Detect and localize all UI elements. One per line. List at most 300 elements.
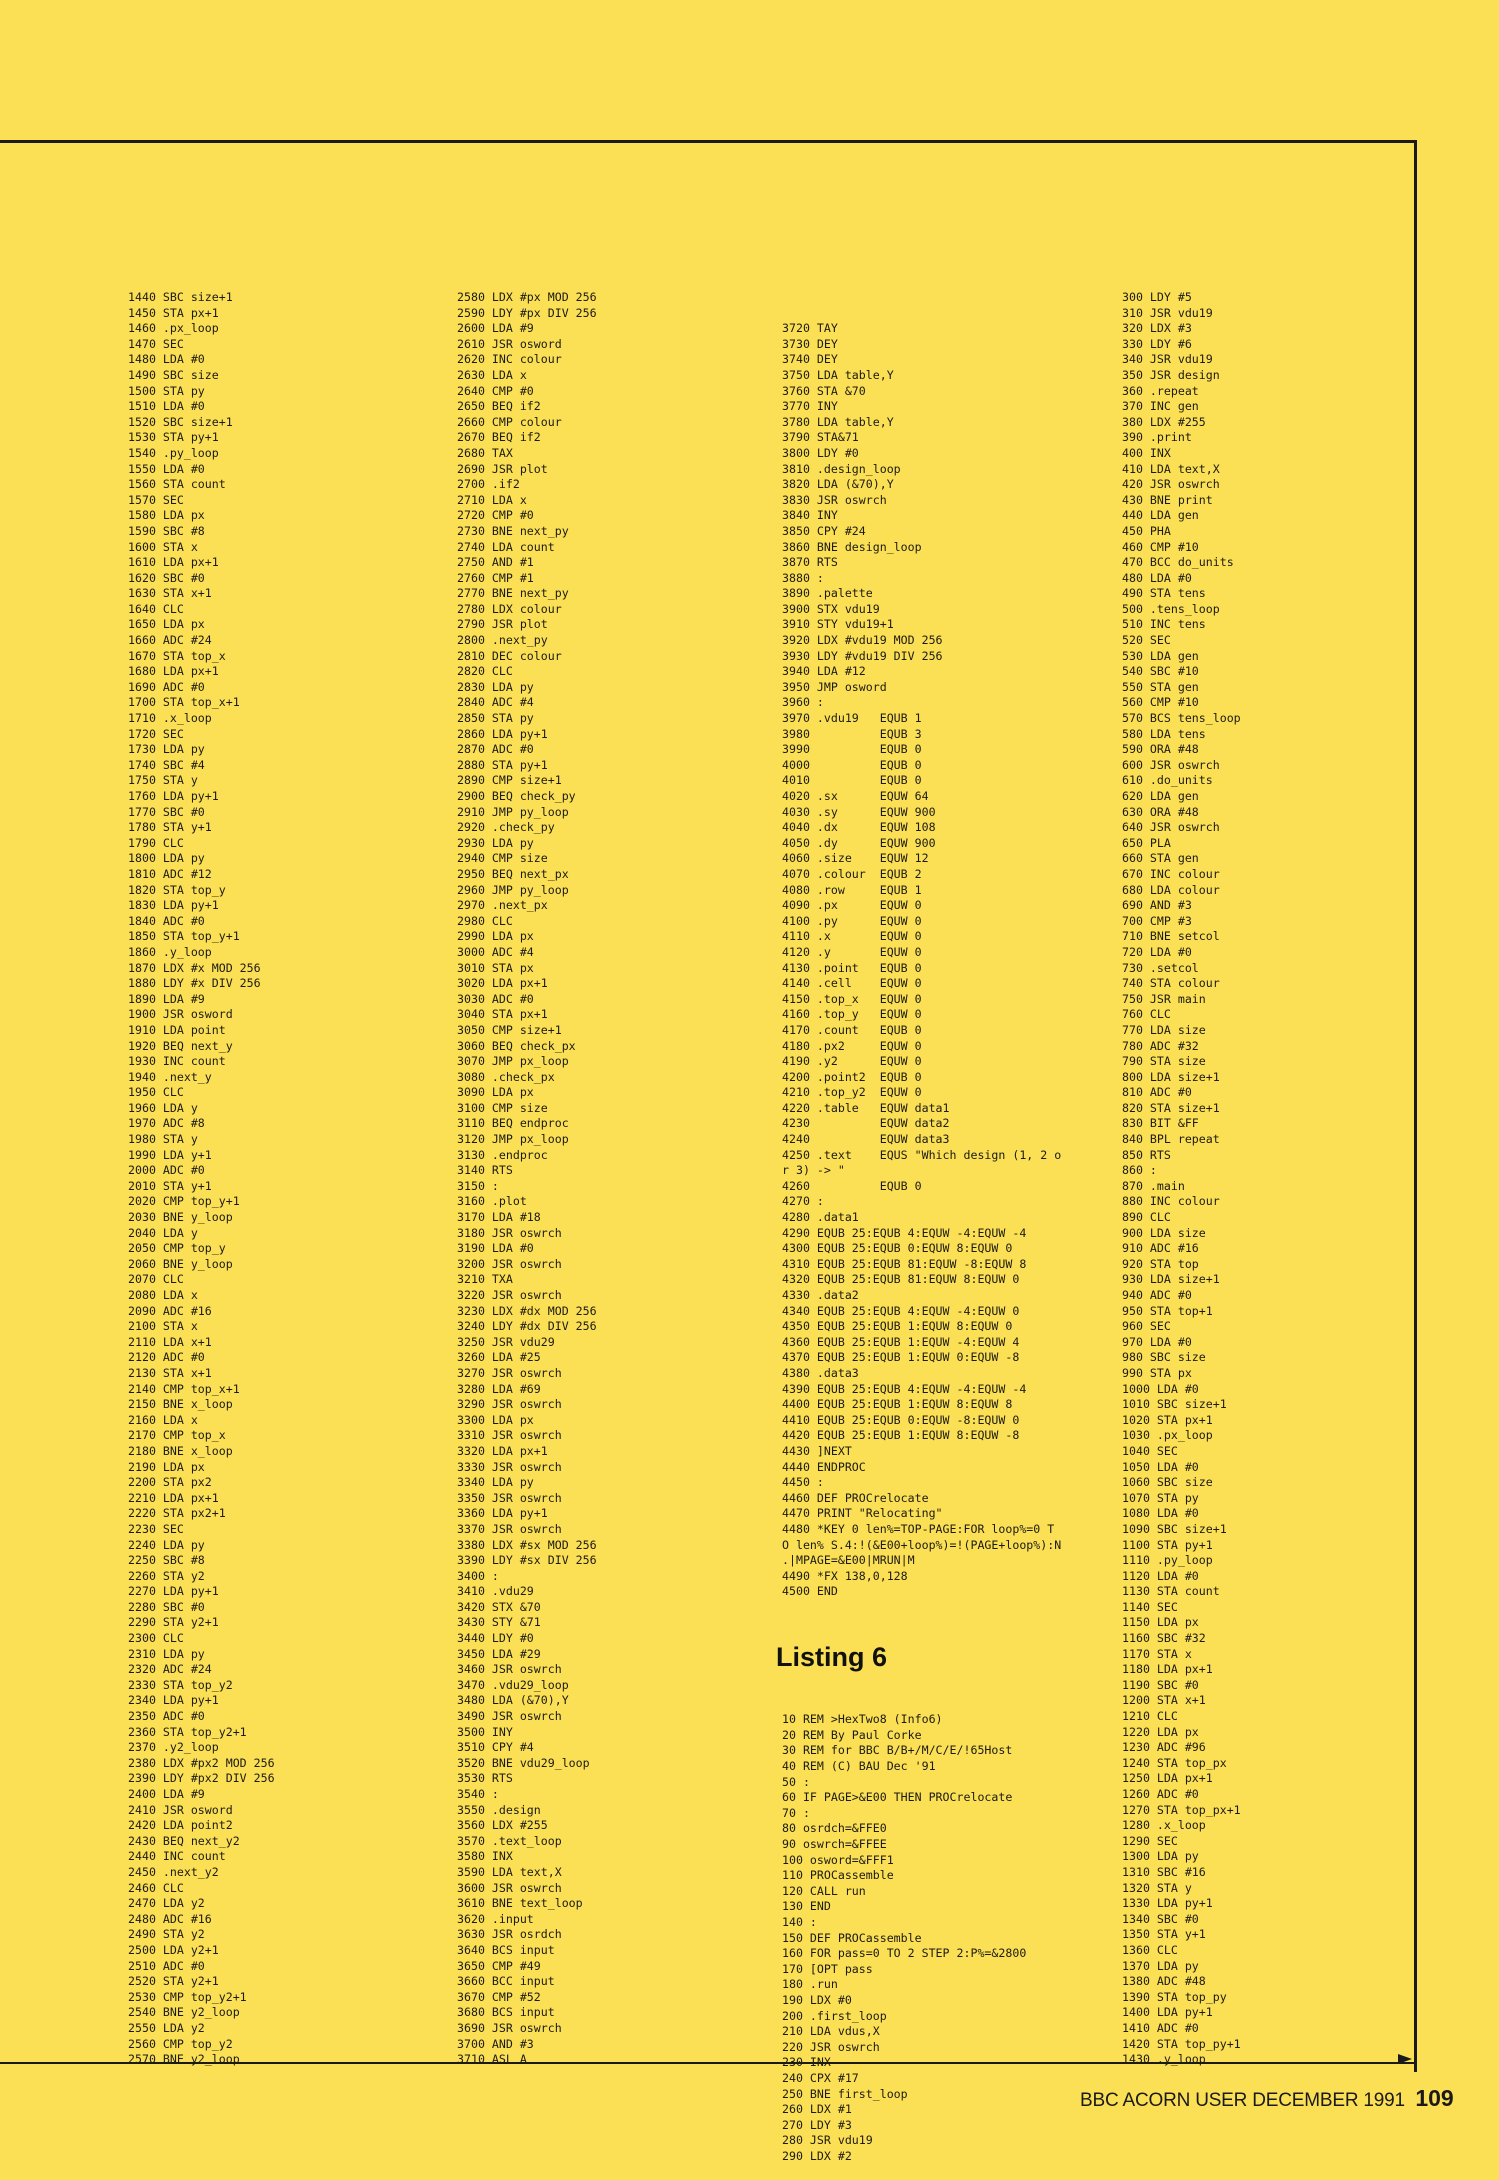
code-line: 520 SEC [1122, 633, 1171, 648]
code-line: 960 SEC [1122, 1319, 1171, 1334]
code-line: 2070 CLC [128, 1272, 184, 1287]
code-line: 3520 BNE vdu29_loop [457, 1755, 590, 1770]
code-line: 1240 STA top_px [1122, 1755, 1227, 1770]
code-line: 3540 : [457, 1787, 499, 1801]
code-line: 3320 LDA px+1 [457, 1443, 548, 1458]
code-column-3-top [782, 321, 1082, 1600]
code-line: 1770 SBC #0 [128, 804, 205, 819]
code-line: 2460 CLC [128, 1880, 184, 1895]
code-line: 170 [OPT pass [782, 1961, 873, 1976]
code-line: 2180 BNE x_loop [128, 1443, 233, 1458]
code-line: 3670 CMP #52 [457, 1989, 541, 2004]
code-line: 3990 EQUB 0 [782, 742, 922, 757]
code-line: 4060 .size EQUW 12 [782, 851, 929, 866]
code-line: 3190 LDA #0 [457, 1241, 534, 1256]
code-line: 360 .repeat [1122, 383, 1199, 398]
code-line: 1090 SBC size+1 [1122, 1521, 1227, 1536]
code-line: 1750 STA y [128, 773, 198, 788]
code-line: 3170 LDA #18 [457, 1210, 541, 1225]
code-line: 3430 STY &71 [457, 1615, 541, 1630]
code-line: 440 LDA gen [1122, 508, 1199, 523]
code-line: 800 LDA size+1 [1122, 1069, 1220, 1084]
code-line: 370 INC gen [1122, 399, 1199, 414]
code-line: 2920 .check_py [457, 820, 555, 835]
code-line: 4070 .colour EQUB 2 [782, 866, 922, 881]
code-line: 4500 END [782, 1584, 838, 1599]
code-line: 4050 .dy EQUW 900 [782, 835, 936, 850]
code-line: 400 INX [1122, 445, 1171, 460]
code-line: 10 REM >HexTwo8 (Info6) [782, 1712, 943, 1727]
code-line: 2690 JSR plot [457, 461, 548, 476]
code-line: 120 CALL run [782, 1883, 866, 1898]
code-line: 2590 LDY #px DIV 256 [457, 305, 597, 320]
code-line: 2530 CMP top_y2+1 [128, 1989, 247, 2004]
code-line: 1580 LDA px [128, 508, 205, 523]
code-line: 4150 .top_x EQUW 0 [782, 991, 922, 1006]
code-line: 1110 .py_loop [1122, 1553, 1213, 1568]
code-line: 1190 SBC #0 [1122, 1677, 1199, 1692]
code-line: 1960 LDA y [128, 1100, 198, 1115]
code-line: 3730 DEY [782, 336, 838, 351]
code-line: 680 LDA colour [1122, 882, 1220, 897]
code-line: 1640 CLC [128, 601, 184, 616]
code-line: 2110 LDA x+1 [128, 1334, 212, 1349]
code-line: 3860 BNE design_loop [782, 539, 922, 554]
code-line: 290 LDX #2 [782, 2148, 852, 2163]
code-line: 1480 LDA #0 [128, 352, 205, 367]
code-line: 1000 LDA #0 [1122, 1381, 1199, 1396]
code-line: 3340 LDA py [457, 1475, 534, 1490]
code-line: 2720 CMP #0 [457, 508, 534, 523]
code-line: 4350 EQUB 25:EQUB 1:EQUW 8:EQUW 0 [782, 1319, 1013, 1334]
code-line: 2670 BEQ if2 [457, 430, 541, 445]
code-line: 2850 STA py [457, 711, 534, 726]
code-line: 2740 LDA count [457, 539, 555, 554]
code-line: 2550 LDA y2 [128, 2020, 205, 2035]
code-line: 4260 EQUB 0 [782, 1178, 922, 1193]
code-line: 3070 JMP px_loop [457, 1054, 569, 1069]
code-line: 1350 STA y+1 [1122, 1927, 1206, 1942]
code-line: 3690 JSR oswrch [457, 2020, 562, 2035]
code-line: 2790 JSR plot [457, 617, 548, 632]
code-line: 2380 LDX #px2 MOD 256 [128, 1755, 275, 1770]
code-line: 3610 BNE text_loop [457, 1896, 583, 1911]
code-line: 3790 STA&71 [782, 430, 859, 445]
code-line: 630 ORA #48 [1122, 804, 1199, 819]
code-line: 3240 LDY #dx DIV 256 [457, 1319, 597, 1334]
code-line: 1840 ADC #0 [128, 913, 205, 928]
code-line: 4200 .point2 EQUB 0 [782, 1069, 922, 1084]
code-line: 3220 JSR oswrch [457, 1288, 562, 1302]
code-line: 1730 LDA py [128, 742, 205, 757]
code-line: 270 LDY #3 [782, 2117, 852, 2132]
code-line: 1220 LDA px [1122, 1724, 1199, 1739]
code-line: 1810 ADC #12 [128, 866, 212, 881]
code-line: 1950 CLC [128, 1085, 184, 1100]
code-line: 310 JSR vdu19 [1122, 305, 1213, 320]
code-line: 3660 BCC input [457, 1974, 555, 1989]
code-line: 3870 RTS [782, 555, 838, 570]
code-line: 610 .do_units [1122, 773, 1213, 788]
code-line: 1990 LDA y+1 [128, 1147, 212, 1162]
code-line: 1370 LDA py [1122, 1958, 1199, 1973]
code-line: 2910 JMP py_loop [457, 804, 569, 819]
code-line: 3580 INX [457, 1849, 513, 1864]
code-line: 620 LDA gen [1122, 789, 1199, 803]
code-line: 350 JSR design [1122, 367, 1220, 382]
code-line: 3370 JSR oswrch [457, 1521, 562, 1536]
code-line: 4130 .point EQUB 0 [782, 960, 922, 975]
code-line: 3930 LDY #vdu19 DIV 256 [782, 648, 943, 663]
code-line: 3760 STA &70 [782, 383, 866, 398]
code-line: 160 FOR pass=0 TO 2 STEP 2:P%=&2800 [782, 1946, 1027, 1961]
code-line: 150 DEF PROCassemble [782, 1930, 922, 1945]
code-line: 2950 BEQ next_px [457, 866, 569, 881]
code-line: 2510 ADC #0 [128, 1958, 205, 1973]
code-line: 390 .print [1122, 430, 1192, 445]
code-line: 4100 .py EQUW 0 [782, 913, 922, 928]
code-line: 2200 STA px2 [128, 1475, 212, 1490]
code-line: 2420 LDA point2 [128, 1818, 233, 1833]
code-line: 3470 .vdu29_loop [457, 1677, 569, 1692]
code-line: 3280 LDA #69 [457, 1381, 541, 1396]
code-line: 690 AND #3 [1122, 898, 1192, 913]
code-line: 1270 STA top_px+1 [1122, 1802, 1241, 1817]
code-line: 3620 .input [457, 1911, 534, 1926]
code-line: 3450 LDA #29 [457, 1646, 541, 1661]
code-line: 810 ADC #0 [1122, 1085, 1192, 1100]
code-line: 920 STA top [1122, 1256, 1199, 1271]
code-line: 4010 EQUB 0 [782, 773, 922, 788]
code-line: 4210 .top_y2 EQUW 0 [782, 1085, 922, 1100]
code-line: 1050 LDA #0 [1122, 1459, 1199, 1474]
code-line: 540 SBC #10 [1122, 664, 1199, 679]
code-line: 2960 JMP py_loop [457, 882, 569, 897]
code-line: 4400 EQUB 25:EQUB 1:EQUW 8:EQUW 8 [782, 1397, 1013, 1412]
code-line: 1310 SBC #16 [1122, 1864, 1206, 1879]
code-line: 3950 JMP osword [782, 679, 887, 694]
code-line: 2890 CMP size+1 [457, 773, 562, 788]
code-line: 3060 BEQ check_px [457, 1038, 576, 1053]
code-line: 3260 LDA #25 [457, 1350, 541, 1365]
code-line: 1650 LDA px [128, 617, 205, 632]
code-line: 3390 LDY #sx DIV 256 [457, 1553, 597, 1568]
code-line: 3960 : [782, 695, 824, 710]
code-line: 870 .main [1122, 1178, 1185, 1193]
code-line: 20 REM By Paul Corke [782, 1727, 922, 1742]
code-line: 2100 STA x [128, 1319, 198, 1334]
code-line: 3740 DEY [782, 352, 838, 367]
code-line: 4190 .y2 EQUW 0 [782, 1054, 922, 1069]
code-line: 3850 CPY #24 [782, 523, 866, 538]
code-line: 1290 SEC [1122, 1833, 1178, 1848]
code-line: 220 JSR oswrch [782, 2039, 880, 2054]
code-line: 4440 ENDPROC [782, 1459, 866, 1474]
code-line: 840 BPL repeat [1122, 1132, 1220, 1147]
code-line: 2250 SBC #8 [128, 1553, 205, 1568]
code-line: 2290 STA y2+1 [128, 1615, 219, 1630]
code-line: 3200 JSR oswrch [457, 1256, 562, 1271]
magazine-issue: BBC ACORN USER DECEMBER 1991 [1080, 2090, 1405, 2111]
code-line: 4300 EQUB 25:EQUB 0:EQUW 8:EQUW 0 [782, 1241, 1013, 1256]
code-line: 1500 STA py [128, 383, 205, 398]
code-line: 300 LDY #5 [1122, 290, 1192, 304]
code-line: 1610 LDA px+1 [128, 555, 219, 570]
code-line: 650 PLA [1122, 835, 1171, 850]
code-line: 950 STA top+1 [1122, 1303, 1213, 1318]
code-line: O len% S.4:!(&E00+loop%)=!(PAGE+loop%):N [782, 1537, 1062, 1552]
code-line: 3800 LDY #0 [782, 445, 859, 460]
code-line: 1920 BEQ next_y [128, 1038, 233, 1053]
code-line: 3550 .design [457, 1802, 541, 1817]
code-line: 3100 CMP size [457, 1100, 548, 1115]
code-line: 140 : [782, 1914, 817, 1929]
code-line: 900 LDA size [1122, 1225, 1206, 1240]
code-line: 4470 PRINT "Relocating" [782, 1506, 943, 1521]
code-line: 2020 CMP top_y+1 [128, 1194, 240, 1209]
code-line: 2660 CMP colour [457, 414, 562, 429]
page-footer [1080, 2085, 1460, 2125]
code-column-3 [776, 290, 1082, 2180]
code-line: 3590 LDA text,X [457, 1864, 562, 1879]
code-line: 410 LDA text,X [1122, 461, 1220, 476]
code-line: 450 PHA [1122, 523, 1171, 538]
code-line: 3250 JSR vdu29 [457, 1334, 555, 1349]
code-line: 3500 INY [457, 1724, 513, 1739]
code-line: 3230 LDX #dx MOD 256 [457, 1303, 597, 1318]
code-line: 4270 : [782, 1194, 824, 1209]
code-line: 1560 STA count [128, 477, 226, 492]
code-line: 110 PROCassemble [782, 1868, 894, 1883]
code-line: 1130 STA count [1122, 1584, 1220, 1599]
code-line: 1470 SEC [128, 336, 184, 351]
code-line: 570 BCS tens_loop [1122, 711, 1241, 726]
code-line: 880 INC colour [1122, 1194, 1220, 1209]
code-line: 210 LDA vdus,X [782, 2024, 880, 2039]
code-line: 1100 STA py+1 [1122, 1537, 1213, 1552]
code-line: 550 STA gen [1122, 679, 1199, 694]
code-line: 700 CMP #3 [1122, 913, 1192, 928]
code-line: 4360 EQUB 25:EQUB 1:EQUW -4:EQUW 4 [782, 1334, 1020, 1349]
code-line: 2260 STA y2 [128, 1568, 205, 1583]
code-line: 2450 .next_y2 [128, 1864, 219, 1879]
code-column-2 [457, 290, 757, 2068]
code-line: 3350 JSR oswrch [457, 1490, 562, 1505]
code-line: 1680 LDA px+1 [128, 664, 219, 679]
code-line: 1450 STA px+1 [128, 305, 219, 320]
code-line: 2830 LDA py [457, 679, 534, 694]
code-line: 2760 CMP #1 [457, 570, 534, 585]
code-line: 3970 .vdu19 EQUB 1 [782, 711, 922, 726]
code-column-4 [1122, 290, 1407, 2068]
code-line: 2770 BNE next_py [457, 586, 569, 601]
code-line: 3270 JSR oswrch [457, 1365, 562, 1380]
code-line: 2970 .next_px [457, 898, 548, 913]
code-line: 2210 LDA px+1 [128, 1490, 219, 1505]
code-line: 2400 LDA #9 [128, 1787, 205, 1801]
code-line: 1060 SBC size [1122, 1475, 1213, 1490]
code-line: 50 : [782, 1774, 810, 1789]
code-line: 2820 CLC [457, 664, 513, 679]
code-line: 4230 EQUW data2 [782, 1116, 950, 1131]
code-line: 2220 STA px2+1 [128, 1506, 226, 1521]
code-line: 2230 SEC [128, 1521, 184, 1536]
code-line: 740 STA colour [1122, 976, 1220, 991]
code-line: 1210 CLC [1122, 1709, 1178, 1724]
code-line: 1720 SEC [128, 726, 184, 741]
code-line: 990 STA px [1122, 1365, 1192, 1380]
code-line: 3920 LDX #vdu19 MOD 256 [782, 633, 943, 648]
code-line: 2870 ADC #0 [457, 742, 534, 757]
code-line: 1200 STA x+1 [1122, 1693, 1206, 1708]
code-line: 3890 .palette [782, 586, 873, 601]
code-line: 1490 SBC size [128, 367, 219, 382]
code-line: 1420 STA top_py+1 [1122, 2036, 1241, 2051]
code-line: 4160 .top_y EQUW 0 [782, 1007, 922, 1022]
code-line: 2990 LDA px [457, 929, 534, 944]
code-line: 3980 EQUB 3 [782, 726, 922, 741]
code-line: 3780 LDA table,Y [782, 414, 894, 429]
code-line: 2680 TAX [457, 445, 513, 460]
code-line: 330 LDY #6 [1122, 336, 1192, 351]
code-line: 1540 .py_loop [128, 445, 219, 460]
code-line: 1880 LDY #x DIV 256 [128, 976, 261, 991]
code-line: 1400 LDA py+1 [1122, 2005, 1213, 2020]
code-line: 2060 BNE y_loop [128, 1256, 233, 1271]
code-line: 780 ADC #32 [1122, 1038, 1199, 1053]
code-line: 1510 LDA #0 [128, 399, 205, 414]
code-line: 830 BIT &FF [1122, 1116, 1199, 1131]
code-line: 1530 STA py+1 [128, 430, 219, 445]
code-line: 2650 BEQ if2 [457, 399, 541, 414]
code-line: 320 LDX #3 [1122, 321, 1192, 336]
code-line: 4240 EQUW data3 [782, 1132, 950, 1147]
code-line: 2500 LDA y2+1 [128, 1942, 219, 1957]
code-line: 560 CMP #10 [1122, 695, 1199, 710]
code-line: 1180 LDA px+1 [1122, 1662, 1213, 1677]
code-line: 4000 EQUB 0 [782, 757, 922, 772]
code-line: 4450 : [782, 1475, 824, 1490]
code-line: 240 CPX #17 [782, 2070, 859, 2085]
code-line: 3600 JSR oswrch [457, 1880, 562, 1895]
code-line: 1780 STA y+1 [128, 820, 212, 835]
code-line: 3840 INY [782, 508, 838, 523]
code-line: 3480 LDA (&70),Y [457, 1693, 569, 1708]
listing-heading: Listing 6 [776, 1642, 888, 1673]
page-number: 109 [1415, 2085, 1454, 2111]
code-line: 60 IF PAGE>&E00 THEN PROCrelocate [782, 1790, 1013, 1805]
code-line: 3000 ADC #4 [457, 944, 534, 959]
code-line: 2810 DEC colour [457, 648, 562, 663]
code-line: 1630 STA x+1 [128, 586, 212, 601]
code-line: 3560 LDX #255 [457, 1818, 548, 1833]
code-line: 40 REM (C) BAU Dec '91 [782, 1759, 936, 1774]
code-line: 3640 BCS input [457, 1942, 555, 1957]
code-line: 3130 .endproc [457, 1147, 548, 1162]
code-line: 1430 .y_loop [1122, 2052, 1206, 2067]
code-line: 850 RTS [1122, 1147, 1171, 1162]
code-line: 930 LDA size+1 [1122, 1272, 1220, 1287]
code-line: 1550 LDA #0 [128, 461, 205, 476]
code-line: 3110 BEQ endproc [457, 1116, 569, 1131]
code-line: 4430 ]NEXT [782, 1443, 852, 1458]
code-line: 2150 BNE x_loop [128, 1397, 233, 1412]
code-line: 600 JSR oswrch [1122, 757, 1220, 772]
code-line: 3180 JSR oswrch [457, 1225, 562, 1240]
code-line: 2540 BNE y2_loop [128, 2005, 240, 2020]
code-line: 2350 ADC #0 [128, 1709, 205, 1724]
code-line: 3630 JSR osrdch [457, 1927, 562, 1942]
code-line: 2360 STA top_y2+1 [128, 1724, 247, 1739]
code-line: 1870 LDX #x MOD 256 [128, 960, 261, 975]
code-line: 280 JSR vdu19 [782, 2133, 873, 2148]
code-line: 3290 JSR oswrch [457, 1397, 562, 1412]
code-line: 2940 CMP size [457, 851, 548, 866]
code-line: 2480 ADC #16 [128, 1911, 212, 1926]
code-line: 1520 SBC size+1 [128, 414, 233, 429]
code-line: 2190 LDA px [128, 1459, 205, 1474]
code-line: 3810 .design_loop [782, 461, 901, 476]
code-line: 2620 INC colour [457, 352, 562, 367]
right-rule [1414, 140, 1417, 2072]
code-line: 980 SBC size [1122, 1350, 1206, 1365]
code-line: 3440 LDY #0 [457, 1631, 534, 1646]
code-line: 3650 CMP #49 [457, 1958, 541, 1973]
code-line: 790 STA size [1122, 1054, 1206, 1069]
code-line: 2310 LDA py [128, 1646, 205, 1661]
code-line: 4030 .sy EQUW 900 [782, 804, 936, 819]
code-line: 1330 LDA py+1 [1122, 1896, 1213, 1911]
code-line: 3400 : [457, 1568, 499, 1583]
code-line: 420 JSR oswrch [1122, 477, 1220, 492]
code-line: 3510 CPY #4 [457, 1740, 534, 1755]
code-line: 4040 .dx EQUW 108 [782, 820, 936, 835]
code-line: 970 LDA #0 [1122, 1334, 1192, 1349]
code-line: 250 BNE first_loop [782, 2086, 908, 2101]
code-line: 1010 SBC size+1 [1122, 1397, 1227, 1412]
code-line: 2580 LDX #px MOD 256 [457, 290, 597, 304]
code-line: 4280 .data1 [782, 1210, 859, 1225]
code-line: 2000 ADC #0 [128, 1163, 205, 1178]
code-line: 2160 LDA x [128, 1412, 198, 1427]
code-line: 4480 *KEY 0 len%=TOP-PAGE:FOR loop%=0 T [782, 1521, 1055, 1536]
code-line: 3880 : [782, 570, 824, 585]
code-line: 4020 .sx EQUW 64 [782, 789, 929, 803]
code-line: 1030 .px_loop [1122, 1428, 1213, 1443]
code-line: 750 JSR main [1122, 991, 1206, 1006]
code-line: 2980 CLC [457, 913, 513, 928]
code-line: 4120 .y EQUW 0 [782, 944, 922, 959]
code-line: 4110 .x EQUW 0 [782, 929, 922, 944]
code-line: 260 LDX #1 [782, 2102, 852, 2117]
code-line: 1700 STA top_x+1 [128, 695, 240, 710]
code-line: 2140 CMP top_x+1 [128, 1381, 240, 1396]
code-line: 70 : [782, 1805, 810, 1820]
code-line: 3900 STX vdu19 [782, 601, 880, 616]
code-line: 1440 SBC size+1 [128, 290, 233, 304]
code-line: 2430 BEQ next_y2 [128, 1833, 240, 1848]
code-line: 4420 EQUB 25:EQUB 1:EQUW 8:EQUW -8 [782, 1428, 1020, 1443]
code-line: 730 .setcol [1122, 960, 1199, 975]
code-line: 590 ORA #48 [1122, 742, 1199, 757]
code-line: 860 : [1122, 1163, 1157, 1178]
code-line: 4320 EQUB 25:EQUB 81:EQUW 8:EQUW 0 [782, 1272, 1020, 1287]
code-line: 4460 DEF PROCrelocate [782, 1490, 929, 1505]
code-line: 1970 ADC #8 [128, 1116, 205, 1131]
code-line: 760 CLC [1122, 1007, 1171, 1022]
code-line: 770 LDA size [1122, 1022, 1206, 1037]
code-line: 910 ADC #16 [1122, 1241, 1199, 1256]
